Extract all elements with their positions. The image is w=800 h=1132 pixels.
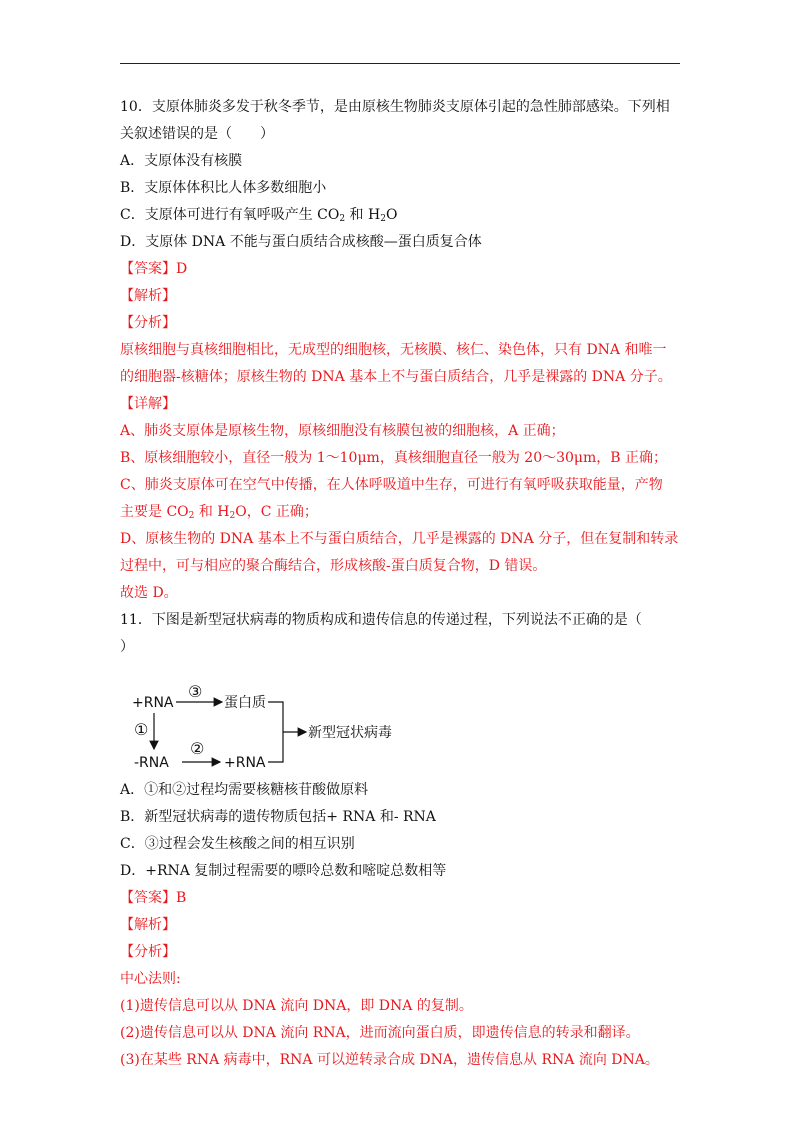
minus-rna-label: -RNA bbox=[134, 755, 169, 771]
q11-stem-line-2: ） bbox=[120, 639, 134, 655]
q11-flow-diagram bbox=[120, 661, 440, 777]
q11-option-d: D．+RNA 复制过程需要的嘌呤总数和嘧啶总数相等 bbox=[120, 863, 447, 879]
q11-option-b: B．新型冠状病毒的遗传物质包括+ RNA 和- RNA bbox=[120, 809, 436, 825]
plus-rna-top-label: +RNA bbox=[132, 695, 174, 711]
q11-stem-line-1: 11．下图是新型冠状病毒的物质构成和遗传信息的传递过程，下列说法不正确的是（ bbox=[120, 612, 642, 628]
q10-option-c-subscript: 2 bbox=[380, 214, 386, 224]
q11-central-dogma: 中心法则: bbox=[120, 971, 181, 987]
q10-detail-c-line-2 bbox=[120, 499, 685, 526]
q10-option-b: B．支原体体积比人体多数细胞小 bbox=[120, 180, 327, 196]
q11-answer: 【答案】B bbox=[120, 890, 187, 906]
q10-stem-line-2: 关叙述错误的是（ ） bbox=[120, 126, 274, 142]
q10-conclusion: 故选 D。 bbox=[120, 585, 178, 601]
q10-option-c-text: O bbox=[385, 207, 398, 223]
q10-jiexi-heading: 【解析】 bbox=[120, 288, 176, 304]
q10-detail-a: A、肺炎支原体是原核生物，原核细胞没有核膜包被的细胞核，A 正确； bbox=[120, 423, 565, 439]
q10-detail-c-text: 和 H bbox=[194, 504, 230, 520]
q10-answer: 【答案】D bbox=[120, 261, 188, 277]
q11-option-a: A．①和②过程均需要核糖核苷酸做原料 bbox=[120, 782, 369, 798]
q10-detail-c-subscript: 2 bbox=[229, 511, 236, 521]
protein-label: 蛋白质 bbox=[224, 695, 266, 711]
q10-analysis-line-1: 原核细胞与真核细胞相比，无成型的细胞核，无核膜、核仁、染色体，只有 DNA 和唯一 bbox=[120, 342, 667, 358]
q10-option-d: D．支原体 DNA 不能与蛋白质结合成核酸—蛋白质复合体 bbox=[120, 234, 482, 250]
q11-point-1: (1)遗传信息可以从 DNA 流向 DNA，即 DNA 的复制。 bbox=[120, 998, 473, 1014]
q11-point-2: (2)遗传信息可以从 DNA 流向 RNA，进而流向蛋白质，即遗传信息的转录和翻译。 bbox=[120, 1025, 640, 1041]
virus-label: 新型冠状病毒 bbox=[308, 725, 392, 741]
q11-fenxi-heading: 【分析】 bbox=[120, 944, 176, 960]
header-rule bbox=[120, 63, 680, 64]
q10-xiangjie-heading: 【详解】 bbox=[120, 396, 176, 412]
q11-jiexi-heading: 【解析】 bbox=[120, 917, 176, 933]
document-body bbox=[120, 94, 685, 1074]
q10-option-a: A．支原体没有核膜 bbox=[120, 153, 243, 169]
step-3-label: ③ bbox=[188, 682, 203, 701]
q10-detail-c-text: O，C 正确； bbox=[235, 504, 318, 520]
step-2-label: ② bbox=[190, 739, 205, 758]
q10-stem-line-1: 10．支原体肺炎多发于秋冬季节，是由原核生物肺炎支原体引起的急性肺部感染。下列相 bbox=[120, 99, 670, 115]
q10-fenxi-heading: 【分析】 bbox=[120, 315, 176, 331]
step-1-label: ① bbox=[134, 720, 149, 739]
q11-point-3: (3)在某些 RNA 病毒中，RNA 可以逆转录合成 DNA，遗传信息从 RNA 流向 DNA。 bbox=[120, 1052, 659, 1068]
q10-detail-c-subscript: 2 bbox=[188, 511, 195, 521]
q10-analysis-line-2: 的细胞器-核糖体；原核生物的 DNA 基本上不与蛋白质结合，几乎是裸露的 DNA 分子。 bbox=[120, 369, 672, 385]
q11-option-c: C．③过程会发生核酸之间的相互识别 bbox=[120, 836, 355, 852]
q11-diagram bbox=[120, 661, 685, 777]
q10-option-c-subscript: 2 bbox=[339, 214, 346, 224]
q10-option-c-text: 和 H bbox=[345, 207, 381, 223]
bracket-connector bbox=[268, 702, 283, 762]
q10-option-c bbox=[120, 202, 685, 229]
q10-detail-b: B、原核细胞较小，直径一般为 1～10μm，真核细胞直径一般为 20～30μm，B 正确； bbox=[120, 450, 668, 466]
q10-detail-d-line-1: D、原核生物的 DNA 基本上不与蛋白质结合，几乎是裸露的 DNA 分子，但在复制和转录 bbox=[120, 531, 679, 547]
q10-option-c-text: C．支原体可进行有氧呼吸产生 CO bbox=[120, 207, 340, 223]
plus-rna-bottom-label: +RNA bbox=[224, 755, 266, 771]
q10-detail-d-line-2: 过程中，可与相应的聚合酶结合，形成核酸-蛋白质复合物，D 错误。 bbox=[120, 558, 547, 574]
q10-detail-c-text: 主要是 CO bbox=[120, 504, 189, 520]
q10-detail-c-line-1: C、肺炎支原体可在空气中传播，在人体呼吸道中生存，可进行有氧呼吸获取能量，产物 bbox=[120, 477, 663, 493]
